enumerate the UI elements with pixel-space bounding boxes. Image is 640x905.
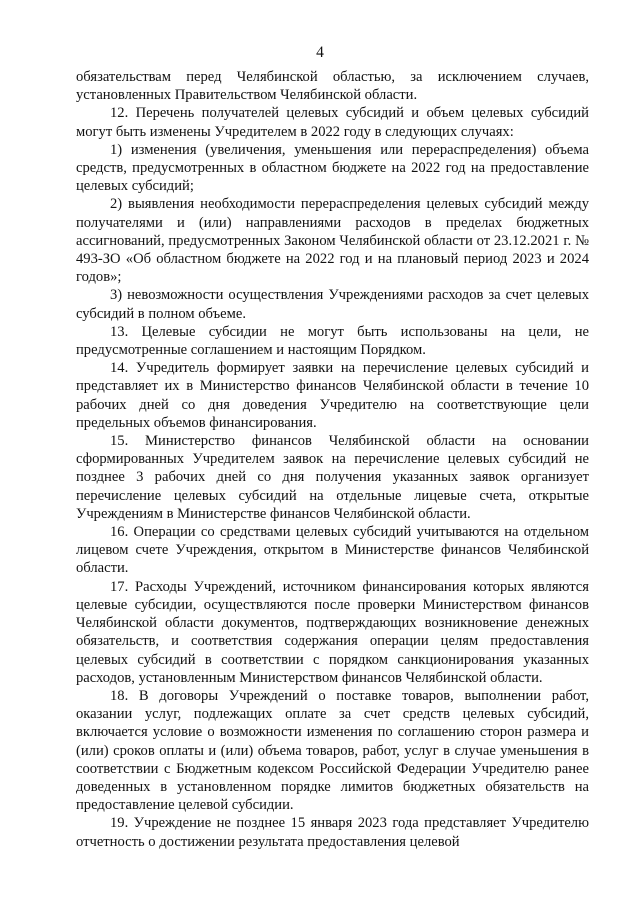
paragraph-continuation: обязательствам перед Челябинской областью, за исключением случаев, установленных Правительством Челябинской области. [76,69,589,104]
paragraph-19: 19. Учреждение не позднее 15 января 2023 года представляет Учредителю отчетность о достижении результата предоставления целевой [76,815,589,850]
document-body [76,68,589,851]
paragraph-16: 16. Операции со средствами целевых субсидий учитываются на отдельном лицевом счете Учреждения, открытом в Министерстве финансов Челябинской области. [76,524,589,577]
paragraph-12-item-1: 1) изменения (увеличения, уменьшения или перераспределения) объема средств, предусмотренных в областном бюджете на 2022 год на предоставление целевых субсидий; [76,141,589,195]
paragraph-18: 18. В договоры Учреждений о поставке товаров, выполнении работ, оказании услуг, подлежащих оплате за счет средств целевых субсидий, включается условие о возможности изменения по соглашению сторон размера и (или) сроков оплаты и (или) объема товаров, работ, услуг в случае уменьшения в соответствии с Бюджетным кодексом Российской Федерации Учредителю ранее доведенных в установленном порядке лимитов бюджетных обязательств на предоставление целевой субсидии. [76,687,589,814]
paragraph-14: 14. Учредитель формирует заявки на перечисление целевых субсидий и представляет их в Министерство финансов Челябинской области в течение 10 рабочих дней со дня доведения Учредителю на соответствующие цели предельных объемов финансирования. [76,360,589,431]
paragraph-17: 17. Расходы Учреждений, источником финансирования которых являются целевые субсидии, осуществляются после проверки Министерством финансов Челябинской области документов, подтверждающих возникновение денежных обязательств, и соответствия содержания операции целям предоставления целевых субсидий в соответствии с порядком санкционирования указанных расходов, установленным Министерством финансов Челябинской области. [76,578,589,686]
paragraph-12-item-2: 2) выявления необходимости перераспределения целевых субсидий между получателями и (или) направлениями расходов в пределах бюджетных ассигнований, предусмотренных Законом Челябинской области от 23.12.2021 г. № 493-ЗО «Об областном бюджете на 2022 год и на плановый период 2023 и 2024 годов»; [76,196,589,286]
paragraph-13: 13. Целевые субсидии не могут быть использованы на цели, не предусмотренные соглашением и настоящим Порядком. [76,323,589,359]
paragraph-12: 12. Перечень получателей целевых субсидий и объем целевых субсидий могут быть изменены Учредителем в 2022 году в следующих случаях: [76,105,589,140]
paragraph-12-item-3: 3) невозможности осуществления Учреждениями расходов за счет целевых субсидий в полном объеме. [76,287,589,322]
paragraph-15: 15. Министерство финансов Челябинской области на основании сформированных Учредителем заявок на перечисление целевых субсидий не позднее 3 рабочих дней со дня получения указанных заявок организует перечисление целевых субсидий на отдельные лицевые счета, открытые Учреждениям в Министерстве финансов Челябинской области. [76,433,589,522]
page-number: 4 [316,44,324,61]
